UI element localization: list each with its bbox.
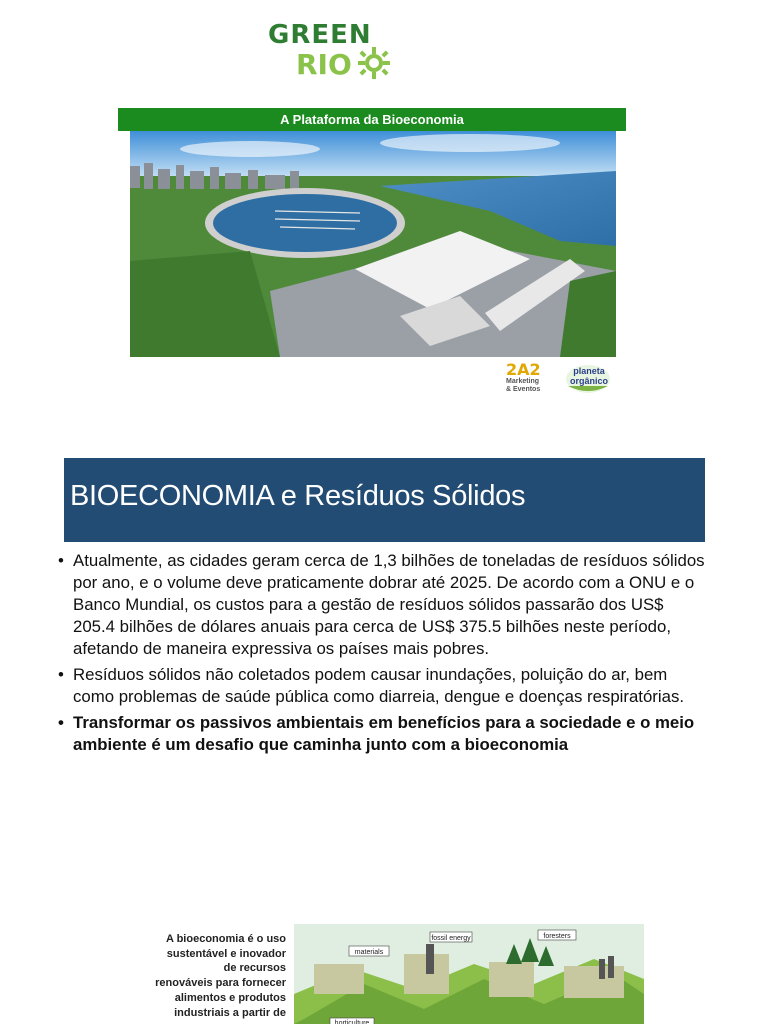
bullet-item [58, 550, 708, 660]
definition-line: de recursos [223, 962, 286, 975]
label-materials: materials [354, 949, 384, 956]
bullet-item [58, 664, 708, 708]
bullet-icon: • [58, 551, 64, 570]
logo-text-bottom: RIO [296, 48, 352, 81]
label-fossil-energy: fossil energy [431, 935, 471, 942]
definition-line: sustentável e inovador [166, 947, 286, 960]
label-foresters: foresters [543, 933, 571, 940]
definition-line: renováveis para fornecer [155, 977, 286, 990]
bullet-list [58, 550, 708, 760]
section-title-bar [64, 458, 705, 542]
bullet-item [58, 712, 708, 756]
platform-banner: A Plataforma da Bioeconomia [118, 108, 626, 131]
definition-line: alimentos e produtos [174, 991, 286, 1004]
sponsor-planeta-line1: planeta [573, 366, 605, 376]
sponsor-2a2-line2: & Eventos [506, 386, 541, 393]
sponsor-planeta-organico-logo [562, 362, 614, 396]
sponsor-2a2-line1: Marketing [506, 378, 540, 385]
sponsor-2a2-mark: 2A2 [506, 360, 541, 379]
definition-line: industriais a partir de [174, 1006, 286, 1019]
sun-gear-icon [352, 46, 392, 80]
label-horticulture: horticulture [334, 1020, 370, 1024]
green-rio-logo [266, 18, 398, 80]
definition-line: A bioeconomia é o uso [166, 933, 286, 945]
sponsor-planeta-line2: orgânico [569, 376, 608, 386]
sponsor-2a2-logo [506, 362, 556, 396]
bullet-text: Atualmente, as cidades geram cerca de 1,3 bilhões de toneladas de resíduos sólidos por ano, e o volume deve praticamente dobrar até 2025. De acordo com a ONU e o Banco Mundial, os custos para a gestão de resíduos sólidos passarão dos US$ 205.4 bilhões de dólares anuais para cerca de US$ 375.5 bilhões neste período, afetando de maneira expressiva os países mais pobres. [73, 551, 705, 658]
aerial-venue-photo [130, 131, 616, 357]
bioeconomy-infographic [294, 924, 644, 1024]
bioeconomy-definition-text [128, 932, 286, 1020]
bullet-text: Resíduos sólidos não coletados podem causar inundações, poluição do ar, bem como problemas de saúde pública como diarreia, dengue e doenças respiratórias. [73, 665, 685, 706]
bullet-text: Transformar os passivos ambientais em benefícios para a sociedade e o meio ambiente é um desafio que caminha junto com a bioeconomia [73, 713, 695, 754]
section-title: BIOECONOMIA e Resíduos Sólidos [70, 480, 526, 512]
bullet-icon: • [58, 665, 64, 684]
bullet-icon: • [58, 713, 64, 732]
logo-text-top: GREEN [268, 20, 372, 50]
